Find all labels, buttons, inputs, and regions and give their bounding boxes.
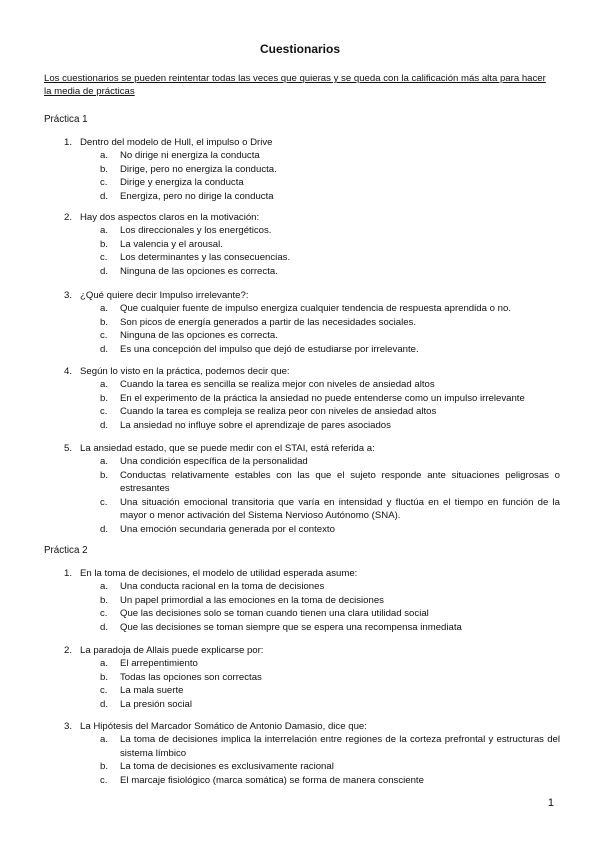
section-heading: Práctica 1 bbox=[44, 114, 88, 125]
option-letter: a. bbox=[100, 303, 109, 314]
question-number: 3. bbox=[64, 290, 73, 301]
answer-option bbox=[100, 733, 560, 760]
option-text: Los determinantes y las consecuencias. bbox=[120, 252, 291, 263]
page-title: Cuestionarios bbox=[259, 42, 340, 56]
option-text: Son picos de energía generados a partir de las necesidades sociales. bbox=[120, 316, 416, 328]
option-letter: d. bbox=[100, 523, 109, 535]
answer-option bbox=[100, 774, 560, 788]
answer-option bbox=[100, 594, 560, 608]
answer-option bbox=[100, 469, 560, 496]
option-letter: c. bbox=[100, 252, 108, 263]
option-text: Ninguna de las opciones es correcta. bbox=[120, 265, 278, 277]
answer-option bbox=[100, 316, 560, 330]
intro-note: Los cuestionarios se pueden reintentar todas las veces que quieras y se queda con la calificación más alta para hacer la media de prácticas bbox=[44, 73, 546, 97]
option-text: Una conducta racional en la toma de decisiones bbox=[120, 581, 325, 592]
option-letter: d. bbox=[100, 343, 109, 355]
answer-option bbox=[100, 302, 560, 316]
option-list bbox=[100, 580, 560, 634]
question-text: Según lo visto en la práctica, podemos decir que: bbox=[80, 366, 290, 377]
answer-option bbox=[100, 621, 560, 635]
option-text: Una condición específica de la personalidad bbox=[120, 456, 308, 467]
option-text: Cuando la tarea es compleja se realiza peor con niveles de ansiedad altos bbox=[120, 406, 437, 417]
answer-option bbox=[100, 251, 560, 265]
option-list bbox=[100, 657, 560, 711]
option-text: Un papel primordial a las emociones en la toma de decisiones bbox=[120, 594, 384, 606]
option-list bbox=[100, 149, 560, 203]
option-letter: b. bbox=[100, 671, 109, 683]
option-letter: a. bbox=[100, 734, 109, 745]
option-text: El arrepentimiento bbox=[120, 658, 198, 669]
answer-option bbox=[100, 163, 560, 177]
answer-option bbox=[100, 760, 560, 774]
option-list bbox=[100, 733, 560, 787]
option-text: Conductas relativamente estables con las que el sujeto responde ante situaciones peligrosas o estresantes bbox=[120, 469, 560, 494]
answer-option bbox=[100, 265, 560, 279]
question bbox=[64, 211, 560, 278]
option-letter: b. bbox=[100, 594, 109, 606]
option-letter: d. bbox=[100, 265, 109, 277]
option-text: La valencia y el arousal. bbox=[120, 238, 223, 250]
option-text: Cuando la tarea es sencilla se realiza mejor con niveles de ansiedad altos bbox=[120, 379, 435, 390]
option-letter: a. bbox=[100, 379, 109, 390]
answer-option bbox=[100, 343, 560, 357]
option-text: Una emoción secundaria generada por el contexto bbox=[120, 523, 335, 535]
answer-option bbox=[100, 657, 560, 671]
option-letter: c. bbox=[100, 608, 108, 619]
option-text: Dirige, pero no energiza la conducta. bbox=[120, 163, 277, 175]
answer-option bbox=[100, 224, 560, 238]
question-text: Hay dos aspectos claros en la motivación: bbox=[80, 212, 260, 223]
option-text: El marcaje fisiológico (marca somática) se forma de manera consciente bbox=[120, 774, 424, 786]
option-text: La presión social bbox=[120, 698, 192, 710]
option-letter: b. bbox=[100, 392, 109, 404]
option-text: La toma de decisiones es exclusivamente racional bbox=[120, 761, 334, 772]
option-letter: d. bbox=[100, 419, 109, 431]
answer-option bbox=[100, 496, 560, 523]
option-letter: c. bbox=[100, 774, 108, 786]
question-text: En la toma de decisiones, el modelo de utilidad esperada asume: bbox=[80, 568, 358, 579]
question bbox=[64, 365, 560, 432]
question-text: ¿Qué quiere decir Impulso irrelevante?: bbox=[80, 290, 249, 301]
question-number: 3. bbox=[64, 721, 73, 732]
question bbox=[64, 289, 560, 356]
question-text: La ansiedad estado, que se puede medir con el STAI, está referida a: bbox=[80, 443, 375, 454]
option-letter: d. bbox=[100, 190, 109, 202]
option-text: Que las decisiones se toman siempre que se espera una recompensa inmediata bbox=[120, 621, 462, 633]
option-letter: b. bbox=[100, 163, 109, 175]
option-letter: b. bbox=[100, 469, 109, 481]
answer-option bbox=[100, 607, 560, 621]
option-text: Todas las opciones son correctas bbox=[120, 671, 262, 683]
question-number: 2. bbox=[64, 645, 73, 656]
answer-option bbox=[100, 238, 560, 252]
option-list bbox=[100, 455, 560, 536]
question-text: La Hipótesis del Marcador Somático de Antonio Damasio, dice que: bbox=[80, 721, 367, 732]
option-text: No dirige ni energiza la conducta bbox=[120, 150, 260, 161]
answer-option bbox=[100, 405, 560, 419]
question-text: La paradoja de Allais puede explicarse por: bbox=[80, 645, 264, 656]
answer-option bbox=[100, 392, 560, 406]
answer-option bbox=[100, 523, 560, 537]
answer-option bbox=[100, 580, 560, 594]
option-letter: c. bbox=[100, 685, 108, 696]
option-text: La toma de decisiones implica la interrelación entre regiones de la corteza prefrontal y estructuras del sistema límbico bbox=[120, 734, 560, 759]
option-list bbox=[100, 302, 560, 356]
option-letter: a. bbox=[100, 225, 109, 236]
answer-option bbox=[100, 671, 560, 685]
option-letter: b. bbox=[100, 238, 109, 250]
question bbox=[64, 567, 560, 634]
option-letter: c. bbox=[100, 496, 108, 508]
answer-option bbox=[100, 329, 560, 343]
question-number: 2. bbox=[64, 212, 73, 223]
answer-option bbox=[100, 378, 560, 392]
option-text: Que las decisiones solo se toman cuando tienen una clara utilidad social bbox=[120, 608, 429, 619]
option-letter: a. bbox=[100, 658, 109, 669]
question bbox=[64, 720, 560, 787]
question-number: 1. bbox=[64, 137, 73, 148]
option-letter: c. bbox=[100, 406, 108, 417]
question bbox=[64, 442, 560, 536]
option-text: La mala suerte bbox=[120, 685, 184, 696]
option-letter: a. bbox=[100, 150, 109, 161]
option-text: Que cualquier fuente de impulso energiza cualquier tendencia de respuesta aprendida o no. bbox=[120, 303, 511, 314]
answer-option bbox=[100, 176, 560, 190]
option-text: La ansiedad no influye sobre el aprendizaje de pares asociados bbox=[120, 419, 391, 431]
option-letter: b. bbox=[100, 316, 109, 328]
option-letter: a. bbox=[100, 581, 109, 592]
page-number: 1 bbox=[547, 797, 554, 809]
option-text: Es una concepción del impulso que dejó de estudiarse por irrelevante. bbox=[120, 343, 419, 355]
option-list bbox=[100, 378, 560, 432]
option-text: Los direccionales y los energéticos. bbox=[120, 225, 272, 236]
answer-option bbox=[100, 455, 560, 469]
answer-option bbox=[100, 419, 560, 433]
question-number: 5. bbox=[64, 443, 73, 454]
answer-option bbox=[100, 698, 560, 712]
answer-option bbox=[100, 684, 560, 698]
option-letter: d. bbox=[100, 698, 109, 710]
option-text: Dirige y energiza la conducta bbox=[120, 177, 244, 188]
question bbox=[64, 644, 560, 711]
option-letter: a. bbox=[100, 456, 109, 467]
section-heading: Práctica 2 bbox=[44, 545, 88, 556]
option-text: En el experimento de la práctica la ansiedad no puede entenderse como un impulso irrelevante bbox=[120, 392, 525, 404]
answer-option bbox=[100, 149, 560, 163]
option-letter: b. bbox=[100, 761, 109, 772]
option-list bbox=[100, 224, 560, 278]
question-number: 1. bbox=[64, 568, 73, 579]
question-text: Dentro del modelo de Hull, el impulso o Drive bbox=[80, 137, 273, 148]
option-letter: d. bbox=[100, 621, 109, 633]
option-letter: c. bbox=[100, 177, 108, 188]
option-text: Una situación emocional transitoria que varía en intensidad y fluctúa en el tiempo en función de la mayor o menor activación del Sistema Nervioso Autónomo (SNA). bbox=[120, 496, 560, 521]
option-text: Ninguna de las opciones es correcta. bbox=[120, 330, 278, 341]
question bbox=[64, 136, 560, 203]
question-number: 4. bbox=[64, 366, 73, 377]
option-letter: c. bbox=[100, 330, 108, 341]
answer-option bbox=[100, 190, 560, 204]
option-text: Energiza, pero no dirige la conducta bbox=[120, 190, 274, 202]
